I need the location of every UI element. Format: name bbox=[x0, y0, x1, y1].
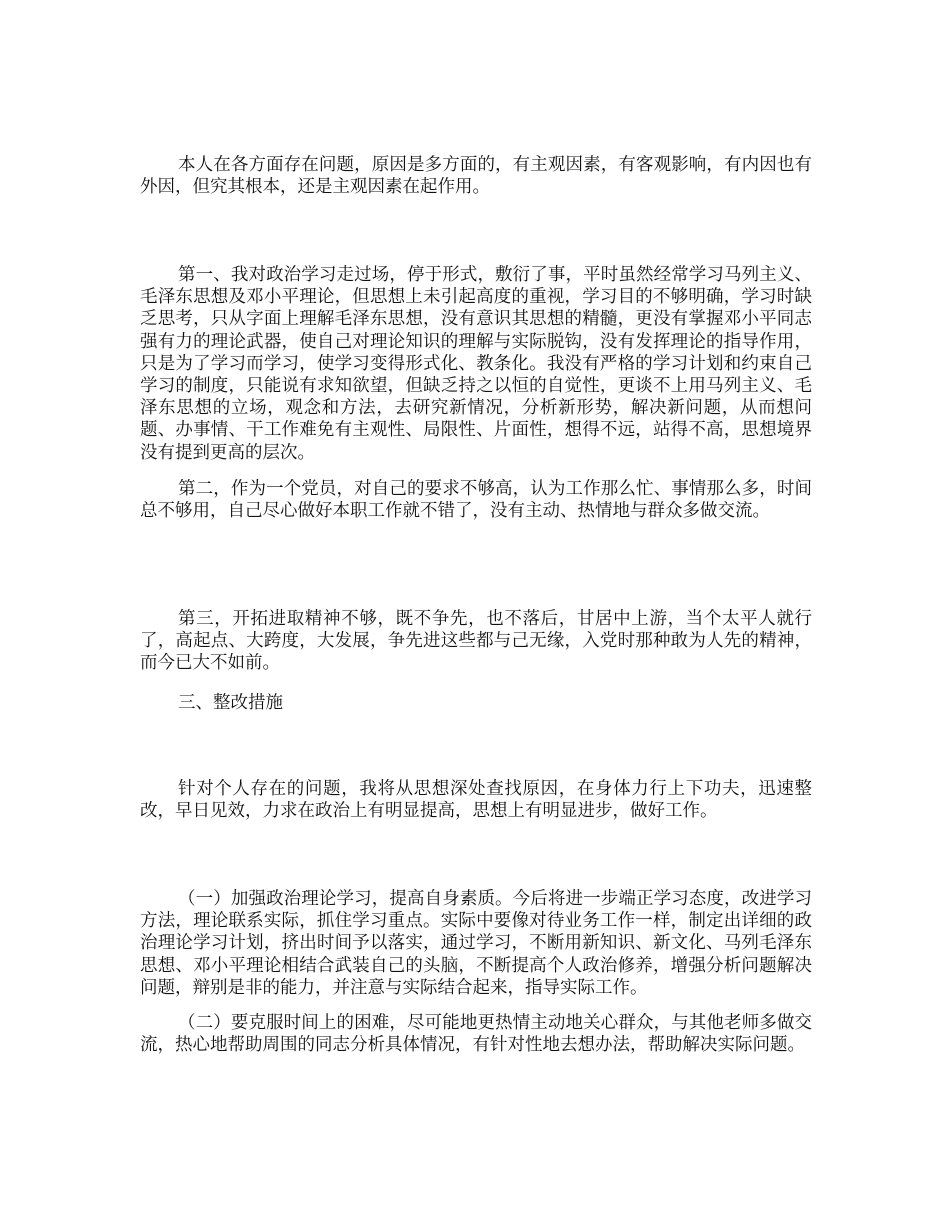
paragraph-measure-one: （一）加强政治理论学习，提高自身素质。今后将进一步端正学习态度，改进学习方法，理论联系实际，抓住学习重点。实际中要像对待业务工作一样，制定出详细的政治理论学习计划，挤出时间予以落实，通过学习，不断用新知识、新文化、马列毛泽东思想、邓小平理论相结合武装自己的头脑，不断提高个人政治修养，增强分析问题解决问题，辩别是非的能力，并注意与实际结合起来，指导实际工作。 bbox=[140, 889, 812, 998]
paragraph-point-three: 第三，开拓进取精神不够，既不争先，也不落后，甘居中上游，当个太平人就行了，高起点、大跨度，大发展，争先进这些都与己无缘，入党时那种敢为人先的精神，而今已大不如前。 bbox=[140, 609, 812, 674]
paragraph-measure-two: （二）要克服时间上的困难，尽可能地更热情主动地关心群众，与其他老师多做交流，热心地帮助周围的同志分析具体情况，有针对性地去想办法，帮助解决实际问题。 bbox=[140, 1013, 812, 1056]
paragraph-point-two: 第二，作为一个党员，对自己的要求不够高，认为工作那么忙、事情那么多，时间总不够用，自己尽心做好本职工作就不错了，没有主动、热情地与群众多做交流。 bbox=[140, 479, 812, 522]
section-heading-rectification: 三、整改措施 bbox=[178, 693, 283, 713]
paragraph-causes-intro: 本人在各方面存在问题，原因是多方面的，有主观因素，有客观影响，有内因也有外因，但究其根本，还是主观因素在起作用。 bbox=[140, 155, 812, 198]
paragraph-rectification-intro: 针对个人存在的问题，我将从思想深处查找原因，在身体力行上下功夫，迅速整改，早日见效，力求在政治上有明显提高，思想上有明显进步，做好工作。 bbox=[140, 779, 812, 822]
paragraph-point-one: 第一、我对政治学习走过场，停于形式，敷衍了事，平时虽然经常学习马列主义、毛泽东思想及邓小平理论，但思想上未引起高度的重视，学习目的不够明确，学习时缺乏思考，只从字面上理解毛泽东思想，没有意识其思想的精髓，更没有掌握邓小平同志强有力的理论武器，使自己对理论知识的理解与实际脱钩，没有发挥理论的指导作用，只是为了学习而学习，使学习变得形式化、教条化。我没有严格的学习计划和约束自己学习的制度，只能说有求知欲望，但缺乏持之以恒的自觉性，更谈不上用马列主义、毛泽东思想的立场，观念和方法，去研究新情况，分析新形势，解决新问题，从而想问题、办事情、干工作难免有主观性、局限性、片面性，想得不远，站得不高，思想境界没有提到更高的层次。 bbox=[140, 265, 812, 463]
